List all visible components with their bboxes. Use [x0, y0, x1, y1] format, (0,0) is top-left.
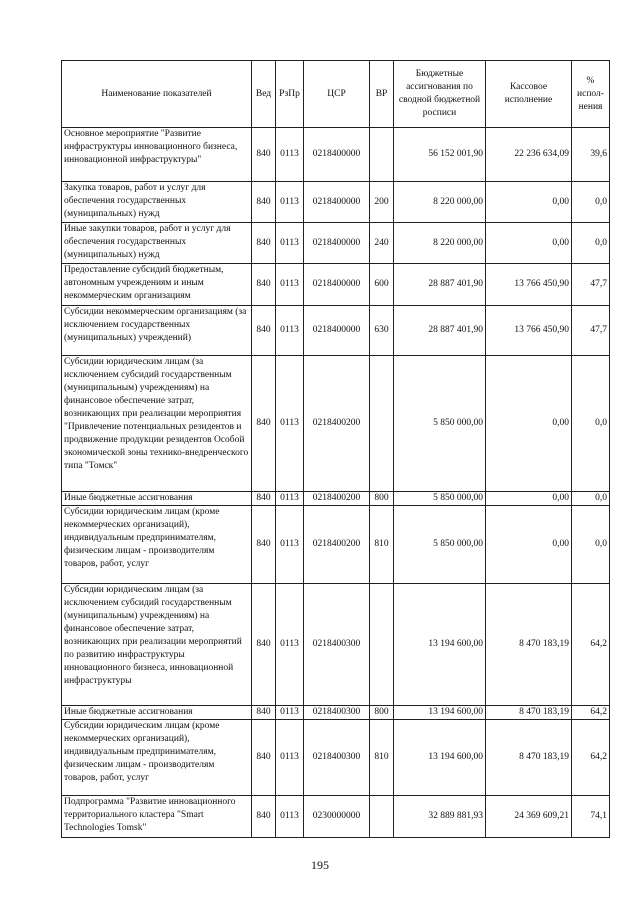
table-row [62, 264, 610, 306]
cell-cash: 24 369 609,21 [486, 796, 572, 838]
table-row [62, 182, 610, 223]
table-body [62, 128, 610, 838]
cell-csr: 0218400200 [304, 492, 370, 506]
cell-rzpr: 0113 [276, 506, 304, 584]
cell-vr: 800 [370, 492, 394, 506]
table-header-row [62, 61, 610, 128]
cell-rzpr: 0113 [276, 128, 304, 182]
cell-assigned: 32 889 881,93 [394, 796, 486, 838]
cell-cash: 0,00 [486, 356, 572, 492]
cell-assigned: 13 194 600,00 [394, 720, 486, 796]
cell-cash: 0,00 [486, 492, 572, 506]
cell-name: Закупка товаров, работ и услуг для обеспечения государственных (муниципальных) нужд [62, 182, 252, 223]
cell-ved: 840 [252, 356, 276, 492]
table-row [62, 306, 610, 356]
cell-rzpr: 0113 [276, 720, 304, 796]
cell-vr [370, 584, 394, 706]
cell-cash: 8 470 183,19 [486, 720, 572, 796]
cell-percent: 47,7 [572, 264, 610, 306]
cell-ved: 840 [252, 720, 276, 796]
cell-csr: 0218400300 [304, 706, 370, 720]
cell-assigned: 8 220 000,00 [394, 182, 486, 223]
header-csr: ЦСР [304, 61, 370, 128]
cell-assigned: 28 887 401,90 [394, 306, 486, 356]
cell-name: Субсидии юридическим лицам (за исключением субсидий государственным (муниципальным) учреждениям) на финансовое обеспечение затрат, возникающих при реализации мероприятия "Привлечение потенциальных резидентов и продвижение продукции резидентов Особой экономической зоны технико-внедренческого типа "Томск" [62, 356, 252, 492]
cell-name: Иные бюджетные ассигнования [62, 492, 252, 506]
header-assigned: Бюджетные ассигнования по сводной бюджетной росписи [394, 61, 486, 128]
cell-name: Субсидии юридическим лицам (за исключением субсидий государственным (муниципальным) учреждениям) на финансовое обеспечение затрат, возникающих при реализации мероприятий по развитию инфраструктуры инновационного бизнеса, инновационной инфраструктуры [62, 584, 252, 706]
cell-vr: 200 [370, 182, 394, 223]
cell-assigned: 8 220 000,00 [394, 223, 486, 264]
cell-ved: 840 [252, 128, 276, 182]
cell-ved: 840 [252, 506, 276, 584]
cell-name: Иные бюджетные ассигнования [62, 706, 252, 720]
cell-percent: 74,1 [572, 796, 610, 838]
cell-vr: 240 [370, 223, 394, 264]
header-rzpr: РзПр [276, 61, 304, 128]
cell-csr: 0218400000 [304, 264, 370, 306]
cell-csr: 0218400000 [304, 306, 370, 356]
cell-name: Предоставление субсидий бюджетным, автономным учреждениям и иным некоммерческим организациям [62, 264, 252, 306]
cell-rzpr: 0113 [276, 584, 304, 706]
table-row [62, 720, 610, 796]
cell-percent: 47,7 [572, 306, 610, 356]
cell-name: Основное мероприятие "Развитие инфраструктуры инновационного бизнеса, инновационной инфраструктуры" [62, 128, 252, 182]
header-cash: Кассовое исполнение [486, 61, 572, 128]
table-row [62, 584, 610, 706]
cell-vr [370, 128, 394, 182]
cell-percent: 0,0 [572, 182, 610, 223]
cell-name: Иные закупки товаров, работ и услуг для обеспечения государственных (муниципальных) нужд [62, 223, 252, 264]
cell-rzpr: 0113 [276, 492, 304, 506]
cell-rzpr: 0113 [276, 356, 304, 492]
header-ved: Вед [252, 61, 276, 128]
cell-cash: 22 236 634,09 [486, 128, 572, 182]
table-row [62, 356, 610, 492]
cell-cash: 8 470 183,19 [486, 584, 572, 706]
cell-ved: 840 [252, 796, 276, 838]
table-row [62, 492, 610, 506]
cell-vr [370, 356, 394, 492]
cell-csr: 0218400300 [304, 584, 370, 706]
cell-percent: 0,0 [572, 356, 610, 492]
table-row [62, 128, 610, 182]
header-percent: % испол-нения [572, 61, 610, 128]
cell-vr: 630 [370, 306, 394, 356]
cell-vr [370, 796, 394, 838]
cell-rzpr: 0113 [276, 706, 304, 720]
cell-assigned: 13 194 600,00 [394, 584, 486, 706]
cell-cash: 0,00 [486, 182, 572, 223]
cell-csr: 0218400000 [304, 182, 370, 223]
header-name: Наименование показателей [62, 61, 252, 128]
cell-percent: 0,0 [572, 492, 610, 506]
cell-cash: 13 766 450,90 [486, 306, 572, 356]
cell-name: Субсидии юридическим лицам (кроме некоммерческих организаций), индивидуальным предпринимателям, физическим лицам - производителям товаров, работ, услуг [62, 720, 252, 796]
cell-rzpr: 0113 [276, 264, 304, 306]
cell-percent: 64,2 [572, 584, 610, 706]
table-row [62, 796, 610, 838]
cell-vr: 810 [370, 506, 394, 584]
cell-assigned: 5 850 000,00 [394, 506, 486, 584]
cell-cash: 0,00 [486, 223, 572, 264]
cell-assigned: 56 152 001,90 [394, 128, 486, 182]
budget-table [61, 60, 610, 838]
cell-ved: 840 [252, 584, 276, 706]
cell-ved: 840 [252, 306, 276, 356]
cell-csr: 0218400000 [304, 223, 370, 264]
cell-name: Субсидии некоммерческим организациям (за исключением государственных (муниципальных) учреждений) [62, 306, 252, 356]
cell-cash: 8 470 183,19 [486, 706, 572, 720]
cell-rzpr: 0113 [276, 306, 304, 356]
cell-name: Субсидии юридическим лицам (кроме некоммерческих организаций), индивидуальным предпринимателям, физическим лицам - производителям товаров, работ, услуг [62, 506, 252, 584]
cell-percent: 39,6 [572, 128, 610, 182]
cell-assigned: 28 887 401,90 [394, 264, 486, 306]
cell-rzpr: 0113 [276, 796, 304, 838]
cell-ved: 840 [252, 223, 276, 264]
cell-percent: 0,0 [572, 506, 610, 584]
cell-vr: 800 [370, 706, 394, 720]
cell-rzpr: 0113 [276, 182, 304, 223]
cell-name: Подпрограмма "Развитие инновационного территориального кластера "Smart Technologies Tomsk" [62, 796, 252, 838]
cell-ved: 840 [252, 182, 276, 223]
cell-csr: 0218400300 [304, 720, 370, 796]
table-row [62, 506, 610, 584]
page-number: 195 [311, 858, 329, 872]
cell-ved: 840 [252, 264, 276, 306]
cell-csr: 0218400200 [304, 356, 370, 492]
table-row [62, 223, 610, 264]
cell-cash: 13 766 450,90 [486, 264, 572, 306]
cell-assigned: 5 850 000,00 [394, 492, 486, 506]
cell-ved: 840 [252, 706, 276, 720]
cell-vr: 810 [370, 720, 394, 796]
cell-vr: 600 [370, 264, 394, 306]
cell-assigned: 13 194 600,00 [394, 706, 486, 720]
table-row [62, 706, 610, 720]
cell-percent: 0,0 [572, 223, 610, 264]
cell-cash: 0,00 [486, 506, 572, 584]
cell-ved: 840 [252, 492, 276, 506]
cell-assigned: 5 850 000,00 [394, 356, 486, 492]
header-vr: ВР [370, 61, 394, 128]
cell-csr: 0230000000 [304, 796, 370, 838]
cell-rzpr: 0113 [276, 223, 304, 264]
cell-csr: 0218400000 [304, 128, 370, 182]
cell-percent: 64,2 [572, 706, 610, 720]
cell-percent: 64,2 [572, 720, 610, 796]
cell-csr: 0218400200 [304, 506, 370, 584]
